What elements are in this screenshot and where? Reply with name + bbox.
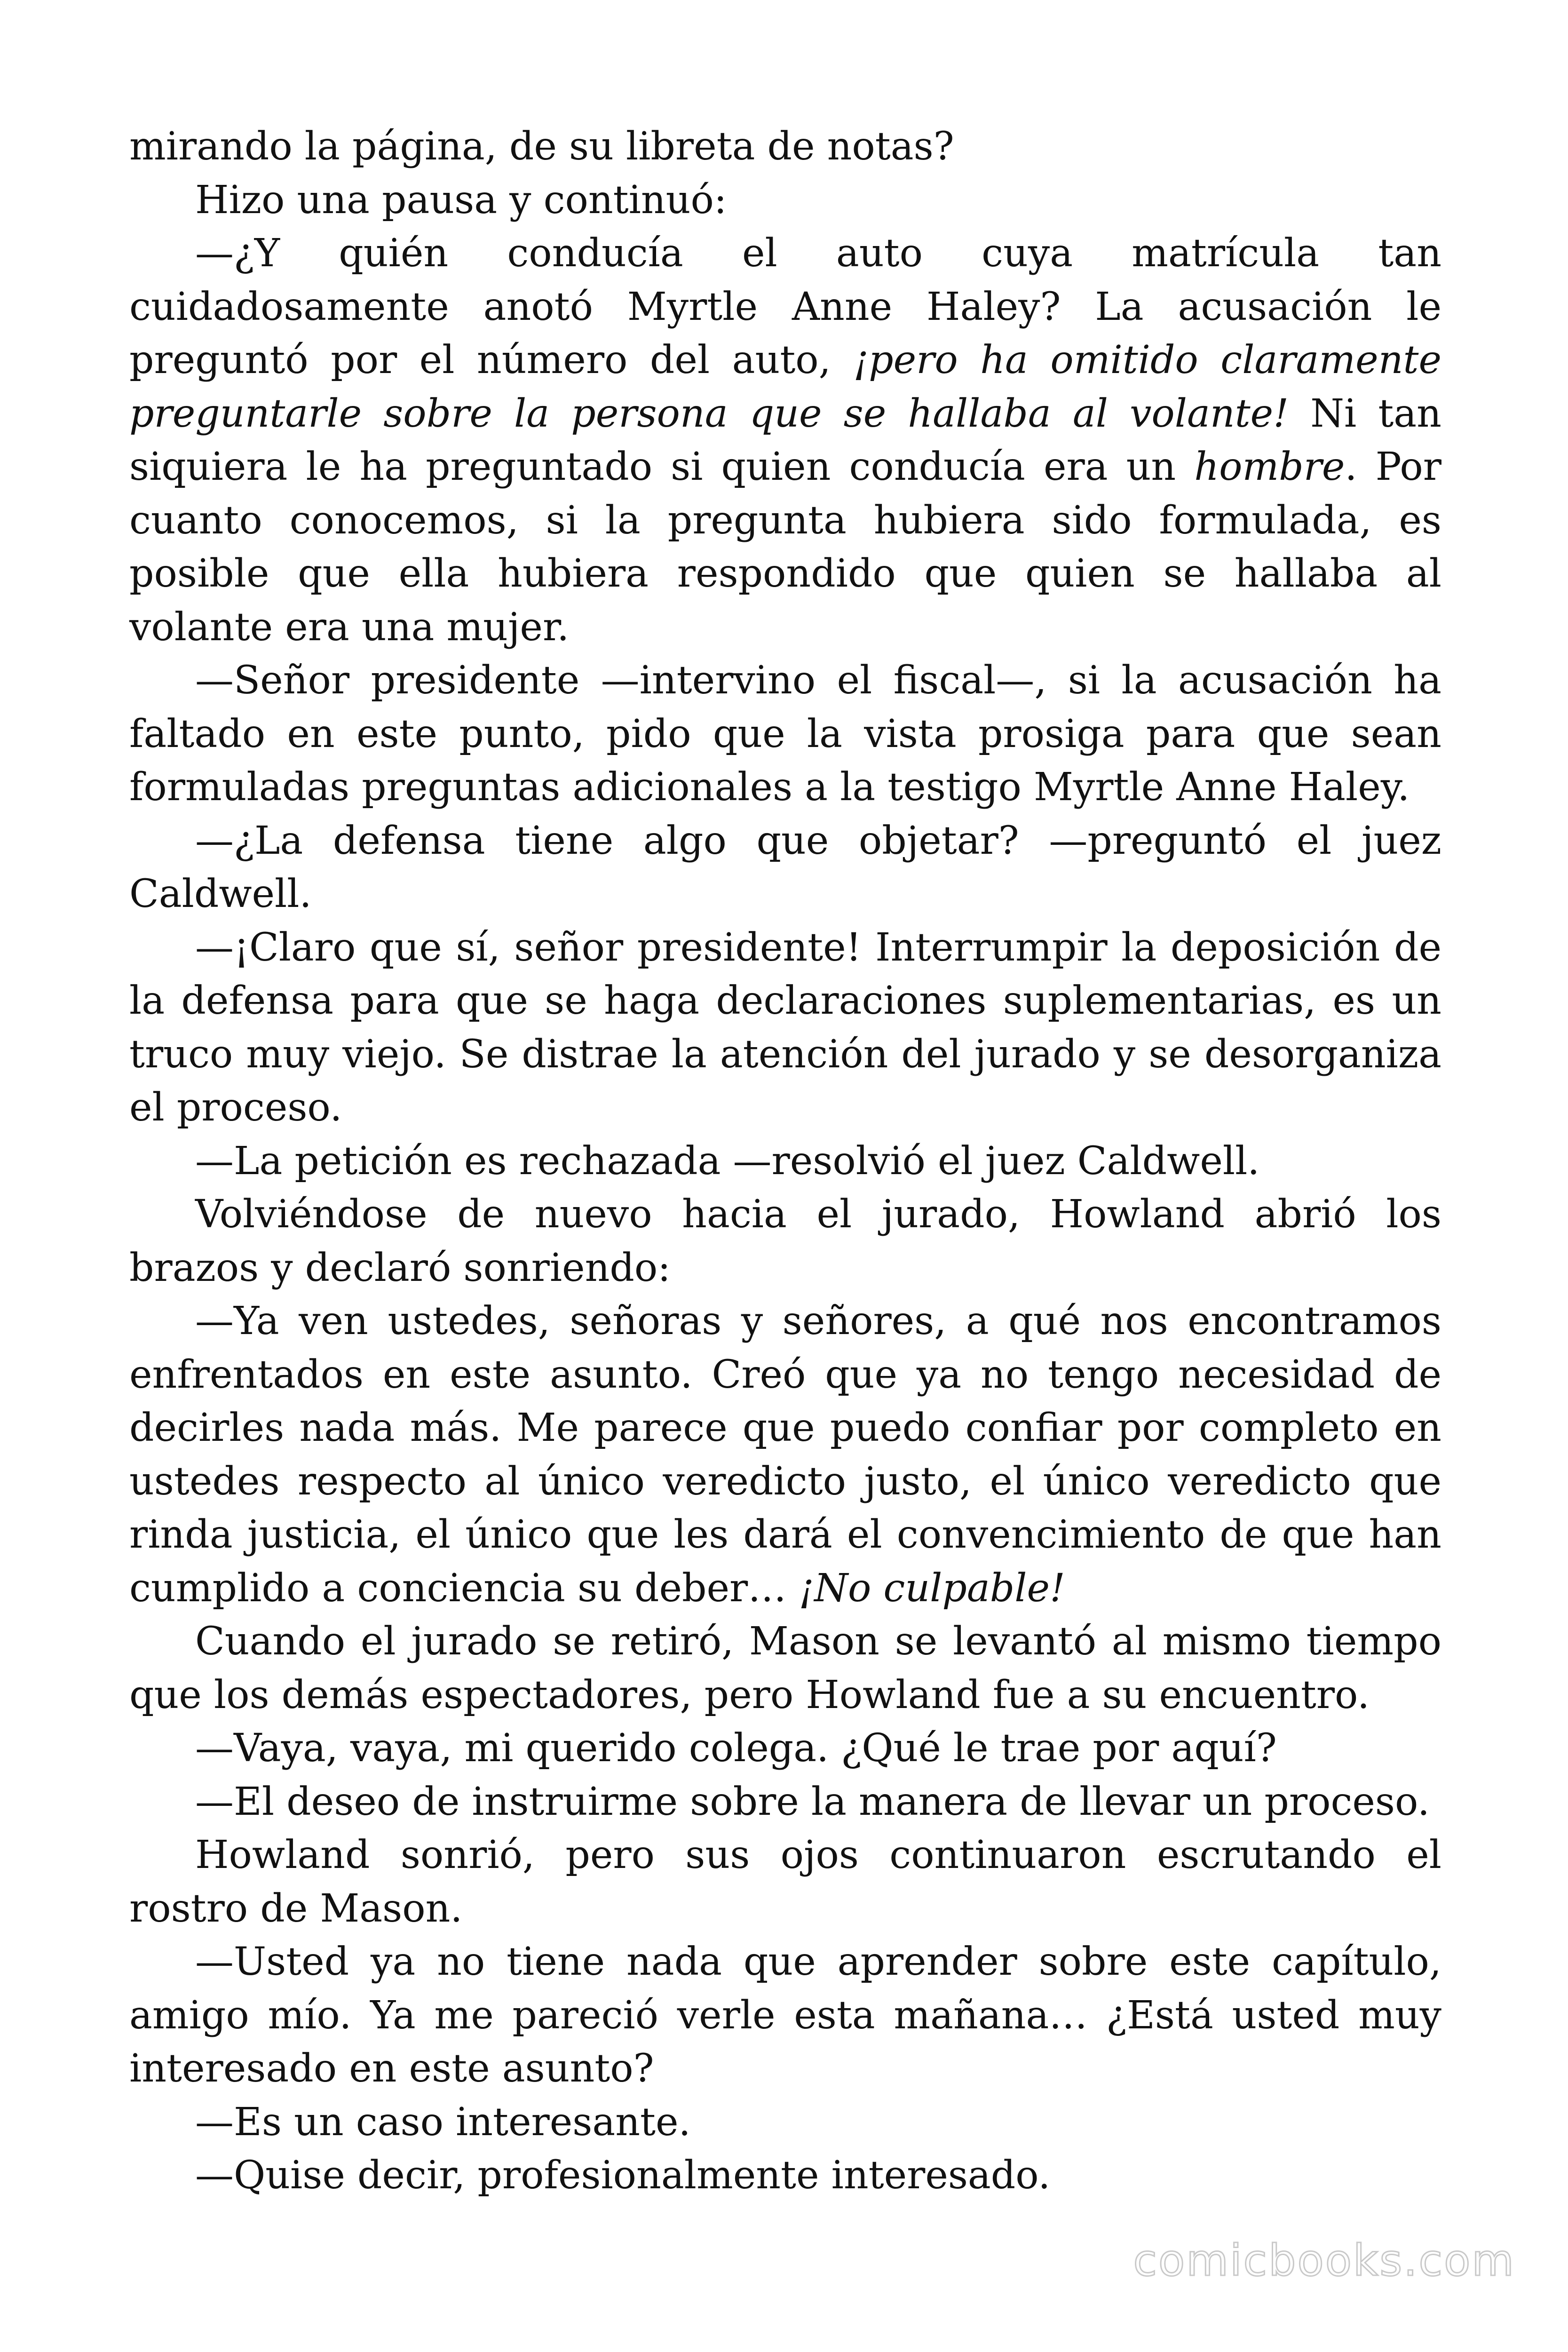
- text-run: —¿La defensa tiene algo que objetar? —preguntó el juez Caldwell.: [129, 818, 1441, 916]
- paragraph: [129, 1135, 1441, 1188]
- text-run: —El deseo de instruirme sobre la manera de llevar un proceso.: [195, 1779, 1430, 1824]
- text-run: —Vaya, vaya, mi querido colega. ¿Qué le trae por aquí?: [195, 1726, 1277, 1771]
- text-run: —Ya ven ustedes, señoras y señores, a qué nos encontramos enfrentados en este asunto. Creó que ya no tengo necesidad de decirles nada más. Me parece que puedo confiar por completo en ustedes respecto al único veredicto justo, el único veredicto que rinda justicia, el único que les dará el convencimiento de que han cumplido a conciencia su deber…: [129, 1299, 1441, 1611]
- paragraph: [129, 1775, 1441, 1829]
- text-run: Cuando el jurado se retiró, Mason se levantó al mismo tiempo que los demás espectadores, pero Howland fue a su encuentro.: [129, 1619, 1441, 1717]
- text-run: —Señor presidente —intervino el fiscal—, si la acusación ha faltado en este punto, pido que la vista prosiga para que sean formuladas preguntas adicionales a la testigo Myrtle Anne Haley.: [129, 658, 1441, 810]
- text-run: —¿Y quién conducía el auto cuya matrícula tan cuidadosamente anotó Myrtle Anne Haley? La acusación le preguntó por el número del auto,: [129, 231, 1441, 382]
- text-run: —¡Claro que sí, señor presidente! Interrumpir la deposición de la defensa para que se haga declaraciones suplementarias, es un truco muy viejo. Se distrae la atención del jurado y se desorganiza el proceso.: [129, 925, 1441, 1130]
- paragraph: [129, 1295, 1441, 1615]
- text-run: —Quise decir, profesionalmente interesado.: [195, 2153, 1051, 2198]
- paragraph: [129, 1722, 1441, 1775]
- text-run: Volviéndose de nuevo hacia el jurado, Howland abrió los brazos y declaró sonriendo:: [129, 1192, 1441, 1290]
- site-watermark: comicbooks.com: [1133, 2235, 1515, 2286]
- paragraph: [129, 1615, 1441, 1722]
- italic-text: ¡No culpable!: [799, 1565, 1065, 1611]
- paragraph: [129, 120, 1441, 174]
- italic-text: hombre: [1194, 445, 1345, 489]
- text-run: Hizo una pausa y continuó:: [195, 177, 727, 222]
- paragraph: [129, 814, 1441, 921]
- body-text: [129, 120, 1441, 2202]
- text-run: —Es un caso interesante.: [195, 2099, 691, 2145]
- text-run: mirando la página, de su libreta de notas?: [129, 124, 954, 169]
- text-run: Howland sonrió, pero sus ojos continuaron escrutando el rostro de Mason.: [129, 1833, 1441, 1931]
- paragraph: [129, 174, 1441, 227]
- paragraph: [129, 2149, 1441, 2202]
- paragraph: [129, 2096, 1441, 2149]
- paragraph: [129, 921, 1441, 1135]
- text-run: Ni tan siquiera le ha preguntado si quien conducía era un: [129, 391, 1441, 489]
- text-run: —La petición es rechazada —resolvió el juez Caldwell.: [195, 1138, 1260, 1184]
- paragraph: [129, 654, 1441, 814]
- text-run: —Usted ya no tiene nada que aprender sobre este capítulo, amigo mío. Ya me pareció verle esta mañana… ¿Está usted muy interesado en este asunto?: [129, 1939, 1441, 2091]
- text-run: . Por cuanto conocemos, si la pregunta hubiera sido formulada, es posible que ella hubiera respondido que quien se hallaba al volante era una mujer.: [129, 445, 1441, 650]
- paragraph: [129, 227, 1441, 654]
- italic-text: ¡pero ha omitido claramente preguntarle sobre la persona que se hallaba al volante!: [129, 338, 1441, 436]
- paragraph: [129, 1935, 1441, 2096]
- paragraph: [129, 1188, 1441, 1295]
- paragraph: [129, 1828, 1441, 1935]
